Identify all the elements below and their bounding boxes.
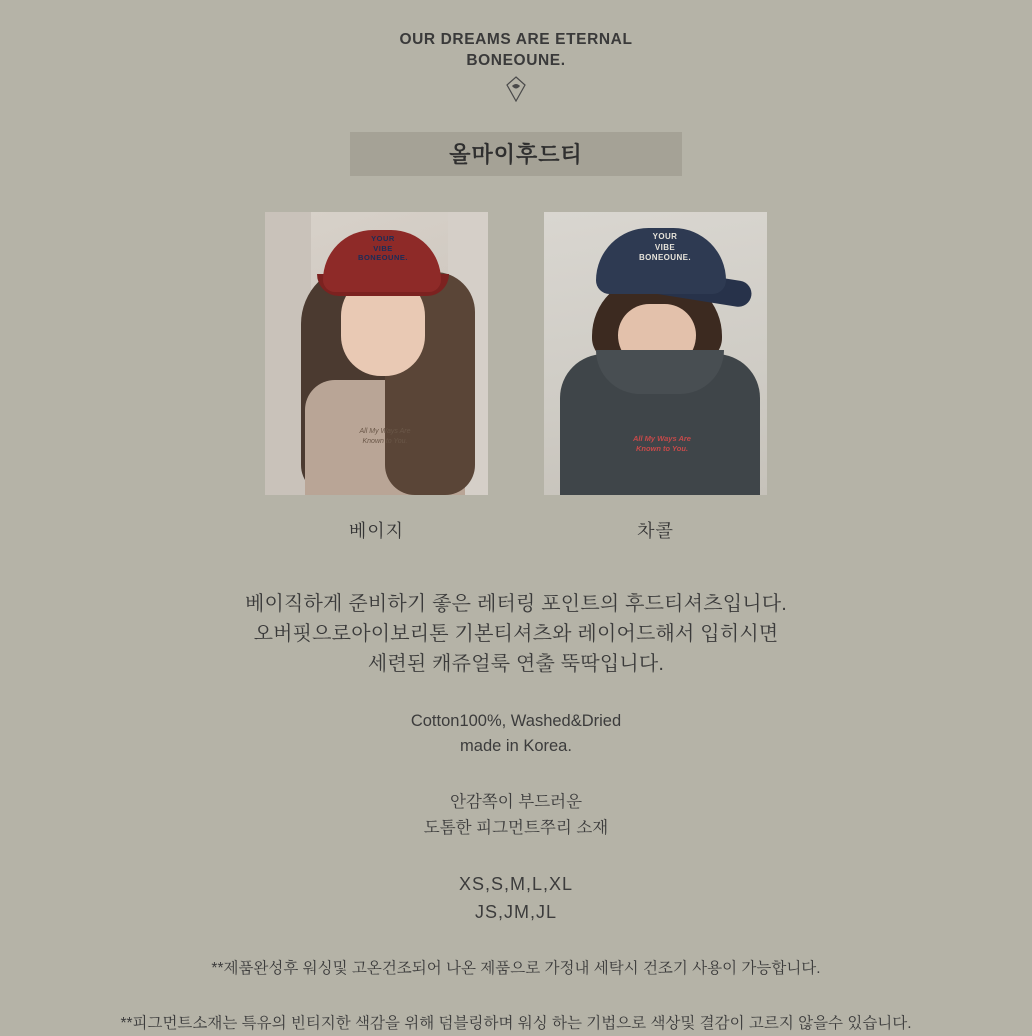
care-note-1: [0, 957, 1032, 982]
color-label-charcoal: 차콜: [637, 520, 674, 541]
print-line2: Known to You.: [362, 437, 408, 445]
product-photo-row: [265, 212, 767, 543]
cap-text-line3: BONEOUNE.: [638, 253, 692, 263]
size-info: [0, 871, 1032, 927]
cap-embroidery-text: [620, 232, 710, 264]
page-title: 올마이후드티: [449, 142, 583, 168]
fabric-line-2: 도톰한 피그먼트쭈리 소재: [423, 818, 609, 837]
cap-text-line2: VIBE: [373, 243, 393, 253]
hoodie-print-text: [614, 434, 710, 455]
size-line-1: XS,S,M,L,XL: [458, 874, 574, 895]
description-line-3: 세련된 캐쥬얼룩 연출 뚝딱입니다.: [367, 652, 665, 675]
cap-text-line3: BONEOUNE.: [358, 253, 408, 263]
product-photo-charcoal: [544, 212, 767, 543]
cap-text-line1: YOUR: [371, 233, 395, 243]
brand-tagline: OUR DREAMS ARE ETERNAL: [399, 31, 633, 48]
care-note-2-line-2: 덤블링하며 워싱 하는 기법으로: [438, 1014, 647, 1032]
hoodie-print-text: [347, 427, 423, 447]
print-line1: All My Ways Are: [359, 427, 411, 435]
fabric-line-1: 안감쪽이 부드러운: [449, 792, 583, 811]
print-line1: All My Ways Are: [633, 433, 691, 443]
cap-text-line2: VIBE: [654, 242, 676, 252]
photo-image-beige: [265, 212, 488, 495]
cap-text-line1: YOUR: [652, 231, 678, 241]
care-note-2-line-1: **피그먼트소재는 특유의 빈티지한 색감을 위해: [120, 1014, 435, 1032]
care-note-1-line-2: 가정내 세탁시 건조기 사용이 가능합니다.: [544, 959, 821, 977]
description-line-1: 베이직하게 준비하기 좋은 레터링 포인트의 후드티셔츠입니다.: [244, 592, 788, 615]
brand-name: BONEOUNE.: [466, 51, 566, 69]
diamond-monogram-icon: [505, 76, 527, 102]
care-note-2-line-3: 색상및 결감이 고르지 않을수 있습니다.: [650, 1014, 912, 1032]
product-title-bar: [350, 132, 682, 176]
brand-header: [0, 0, 1032, 102]
photo-image-charcoal: [544, 212, 767, 495]
material-info: [0, 709, 1032, 760]
print-line2: Known to You.: [635, 444, 689, 454]
product-photo-beige: [265, 212, 488, 543]
material-line-1: Cotton100%, Washed&Dried: [410, 711, 622, 730]
material-line-2: made in Korea.: [460, 737, 572, 756]
fabric-info: [0, 790, 1032, 841]
cap-embroidery-text: [343, 234, 423, 263]
product-description: [0, 589, 1032, 679]
care-note-2: [0, 1012, 1032, 1036]
care-note-1-line-1: **제품완성후 워싱및 고온건조되어 나온 제품으로: [211, 959, 541, 977]
size-line-2: JS,JM,JL: [474, 901, 557, 922]
description-line-2: 오버핏으로아이보리톤 기본티셔츠와 레이어드해서 입히시면: [253, 622, 779, 645]
color-label-beige: 베이지: [348, 520, 405, 541]
